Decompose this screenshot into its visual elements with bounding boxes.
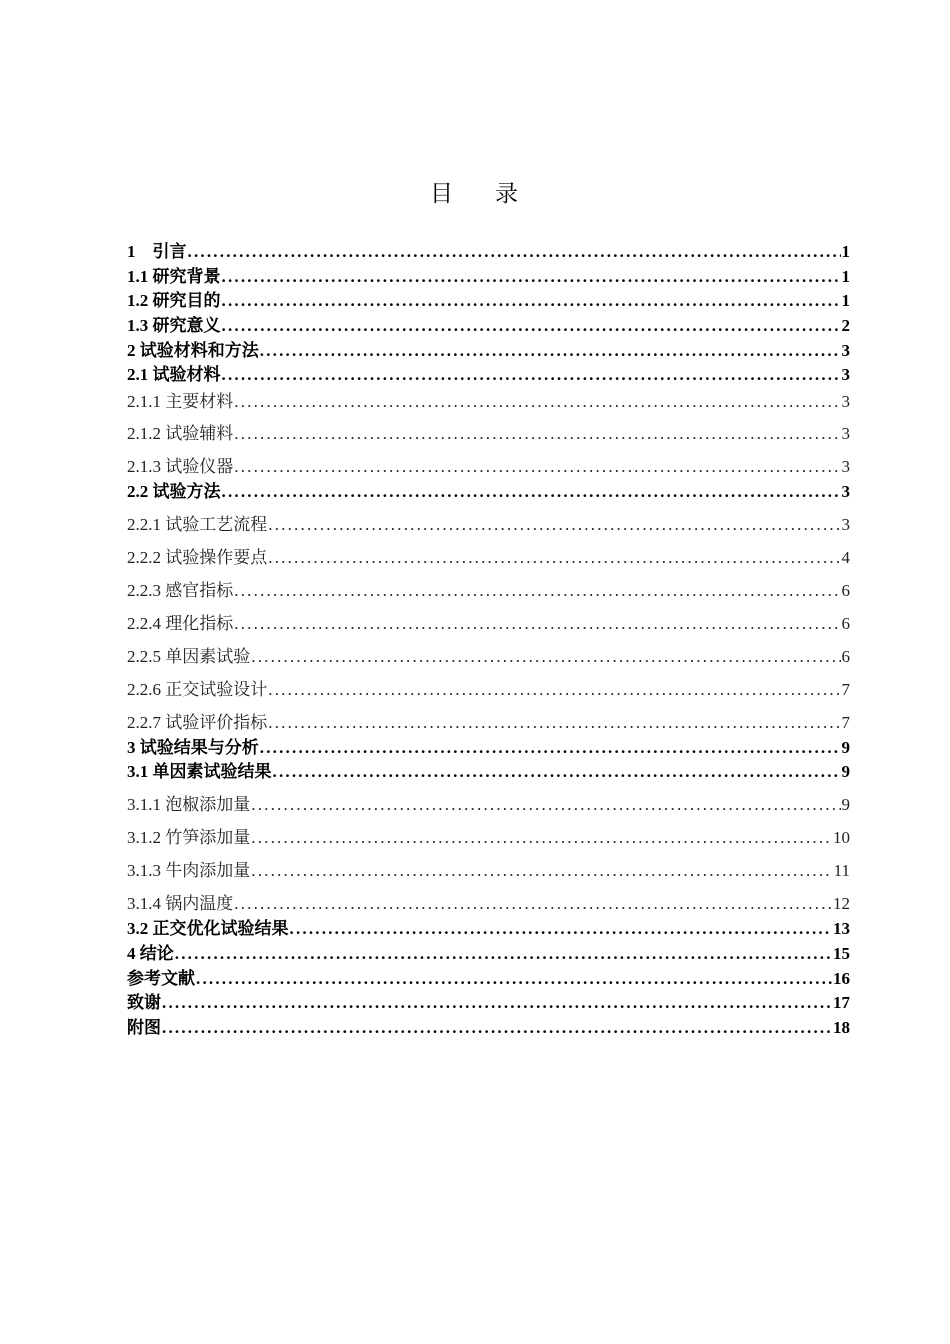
toc-entry[interactable] <box>127 670 850 703</box>
toc-dot-leader <box>188 240 841 265</box>
toc-entry-page-number: 9 <box>841 737 850 757</box>
toc-entry-label: 2.2.1 试验工艺流程 <box>127 514 268 534</box>
toc-entry-label: 2.2 试验方法 <box>127 482 221 502</box>
toc-entry-label: 4 结论 <box>127 943 174 963</box>
toc-entry-label: 1 引言 <box>127 241 187 261</box>
toc-dot-leader <box>268 511 840 538</box>
toc-entry-page-number: 16 <box>833 968 850 988</box>
toc-dot-leader <box>222 289 841 314</box>
toc-entry[interactable] <box>127 761 850 786</box>
toc-entry-label: 3.1.1 泡椒添加量 <box>127 795 251 815</box>
toc-dot-leader <box>222 265 841 290</box>
toc-entry-page-number: 10 <box>833 828 850 848</box>
toc-entry-label: 附图 <box>127 1017 161 1037</box>
toc-entry-label: 1.3 研究意义 <box>127 316 221 336</box>
toc-dot-leader <box>234 453 840 480</box>
toc-entry-label: 3.1.4 锅内温度 <box>127 894 234 914</box>
toc-dot-leader <box>234 390 840 414</box>
toc-entry[interactable] <box>127 289 850 314</box>
toc-entry[interactable] <box>127 942 850 967</box>
toc-dot-leader <box>234 420 840 447</box>
toc-entry-page-number: 11 <box>833 861 850 881</box>
toc-entry[interactable] <box>127 703 850 736</box>
toc-dot-leader <box>222 314 841 339</box>
toc-entry-page-number: 17 <box>833 993 850 1013</box>
toc-dot-leader <box>273 760 841 785</box>
toc-entry-page-number: 9 <box>841 795 850 815</box>
toc-entry-page-number: 18 <box>833 1017 850 1037</box>
toc-entry-label: 3.1.2 竹笋添加量 <box>127 828 251 848</box>
toc-dot-leader <box>234 577 840 604</box>
title-char-1: 目 <box>430 181 455 206</box>
toc-entry[interactable] <box>127 240 850 265</box>
toc-entry-label: 2 试验材料和方法 <box>127 340 259 360</box>
toc-entry-page-number: 7 <box>841 712 850 732</box>
toc-entry[interactable] <box>127 736 850 761</box>
toc-entry-label: 致谢 <box>127 993 161 1013</box>
toc-entry[interactable] <box>127 480 850 505</box>
toc-entry[interactable] <box>127 851 850 884</box>
toc-entry[interactable] <box>127 339 850 364</box>
toc-entry-page-number: 15 <box>833 943 850 963</box>
toc-entry-label: 2.2.2 试验操作要点 <box>127 547 268 567</box>
toc-dot-leader <box>251 824 832 851</box>
toc-dot-leader <box>222 480 841 505</box>
toc-dot-leader <box>268 709 840 736</box>
toc-entry-page-number: 1 <box>841 241 850 261</box>
toc-entry[interactable] <box>127 363 850 388</box>
toc-entry-label: 2.1.2 试验辅料 <box>127 424 234 444</box>
toc-dot-leader <box>268 676 840 703</box>
toc-dot-leader <box>175 942 832 967</box>
toc-entry[interactable] <box>127 447 850 480</box>
toc-entry-label: 2.1 试验材料 <box>127 365 221 385</box>
toc-entry-page-number: 3 <box>841 424 850 444</box>
toc-entry-label: 3 试验结果与分析 <box>127 737 259 757</box>
toc-dot-leader <box>222 363 841 388</box>
toc-entry[interactable] <box>127 785 850 818</box>
toc-entry-page-number: 6 <box>841 580 850 600</box>
toc-entry-label: 2.2.6 正交试验设计 <box>127 679 268 699</box>
toc-entry-label: 2.2.3 感官指标 <box>127 580 234 600</box>
toc-entry-label: 参考文献 <box>127 968 195 988</box>
toc-entry-page-number: 3 <box>841 514 850 534</box>
toc-entry-page-number: 3 <box>841 457 850 477</box>
toc-entry-page-number: 4 <box>841 547 850 567</box>
toc-entry[interactable] <box>127 1016 850 1041</box>
toc-entry-page-number: 1 <box>841 291 850 311</box>
toc-entry-label: 2.2.7 试验评价指标 <box>127 712 268 732</box>
toc-entry[interactable] <box>127 884 850 917</box>
toc-entry[interactable] <box>127 388 850 414</box>
toc-entry-label: 3.1 单因素试验结果 <box>127 762 272 782</box>
table-of-contents <box>127 240 850 1041</box>
toc-dot-leader <box>268 544 840 571</box>
toc-entry-page-number: 2 <box>841 316 850 336</box>
page-title <box>0 175 950 208</box>
toc-entry[interactable] <box>127 991 850 1016</box>
toc-entry-page-number: 1 <box>841 266 850 286</box>
toc-entry-page-number: 9 <box>841 762 850 782</box>
title-char-2: 录 <box>495 181 520 206</box>
toc-entry-label: 2.2.4 理化指标 <box>127 613 234 633</box>
toc-dot-leader <box>260 736 841 761</box>
toc-entry-page-number: 13 <box>833 919 850 939</box>
toc-entry-page-number: 6 <box>841 646 850 666</box>
toc-entry[interactable] <box>127 604 850 637</box>
toc-entry-label: 3.1.3 牛肉添加量 <box>127 861 251 881</box>
toc-dot-leader <box>162 991 832 1016</box>
toc-entry[interactable] <box>127 917 850 942</box>
toc-dot-leader <box>251 643 840 670</box>
toc-dot-leader <box>234 890 832 917</box>
toc-entry-page-number: 3 <box>841 482 850 502</box>
toc-dot-leader <box>251 791 840 818</box>
toc-entry[interactable] <box>127 414 850 447</box>
toc-dot-leader <box>290 917 833 942</box>
toc-entry-label: 1.1 研究背景 <box>127 266 221 286</box>
toc-dot-leader <box>162 1016 832 1041</box>
toc-entry[interactable] <box>127 571 850 604</box>
toc-entry[interactable] <box>127 265 850 290</box>
toc-entry-page-number: 6 <box>841 613 850 633</box>
toc-entry-page-number: 3 <box>841 365 850 385</box>
toc-entry[interactable] <box>127 538 850 571</box>
toc-dot-leader <box>234 610 840 637</box>
toc-entry-page-number: 3 <box>841 392 850 412</box>
toc-entry[interactable] <box>127 818 850 851</box>
toc-entry-page-number: 3 <box>841 340 850 360</box>
toc-dot-leader <box>260 339 841 364</box>
toc-entry[interactable] <box>127 637 850 670</box>
toc-entry-page-number: 12 <box>833 894 850 914</box>
toc-dot-leader <box>251 857 832 884</box>
toc-entry-label: 1.2 研究目的 <box>127 291 221 311</box>
toc-entry[interactable] <box>127 314 850 339</box>
toc-dot-leader <box>196 967 832 992</box>
toc-entry-page-number: 7 <box>841 679 850 699</box>
toc-entry-label: 3.2 正交优化试验结果 <box>127 919 289 939</box>
toc-entry[interactable] <box>127 967 850 992</box>
toc-entry-label: 2.1.3 试验仪器 <box>127 457 234 477</box>
toc-entry-label: 2.1.1 主要材料 <box>127 392 234 412</box>
toc-entry-label: 2.2.5 单因素试验 <box>127 646 251 666</box>
toc-entry[interactable] <box>127 505 850 538</box>
